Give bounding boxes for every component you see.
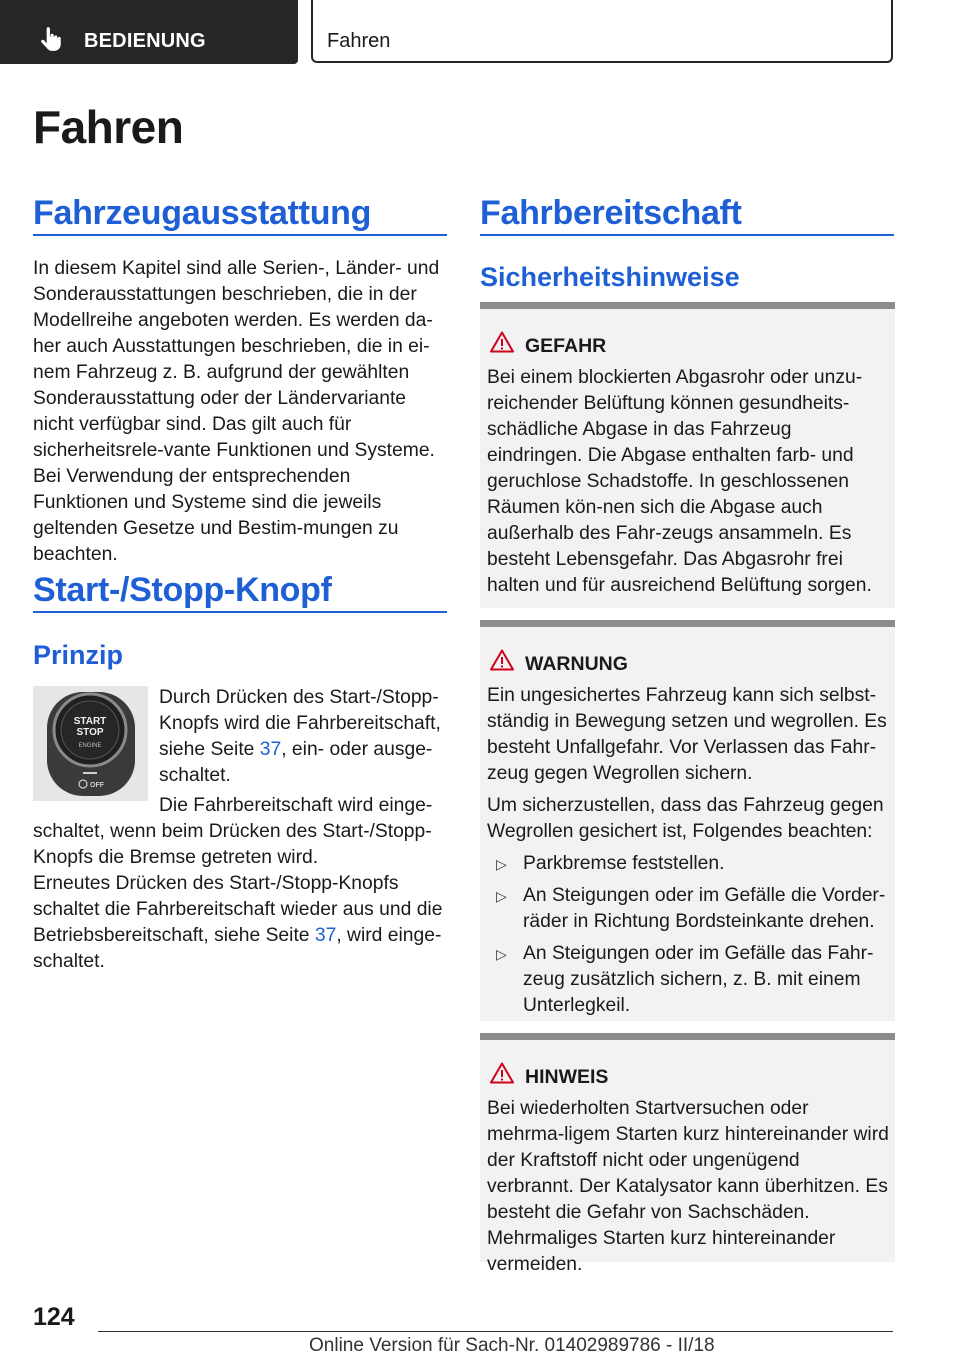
heading-start-stopp-knopf: Start-/Stopp-Knopf xyxy=(33,571,332,609)
heading-fahrbereitschaft: Fahrbereitschaft xyxy=(480,194,742,232)
section-label: BEDIENUNG xyxy=(84,30,206,52)
triangle-bullet-icon: ▷ xyxy=(496,946,507,962)
button-start-text: START xyxy=(73,716,107,727)
button-stop-text: STOP xyxy=(76,727,104,738)
online-version-text: Online Version für Sach-Nr. 01402989786 - II/18 xyxy=(309,1335,715,1356)
warning-triangle-icon xyxy=(490,331,514,353)
prinzip-paragraph-2: Die Fahrbereitschaft wird einge-schaltet, wenn beim Drücken des Start-/Stopp-Knopfs die Bremse getreten wird. xyxy=(33,795,433,868)
page-link[interactable]: 37 xyxy=(314,925,337,946)
chapter-label: Fahren xyxy=(327,30,391,52)
warning-notice xyxy=(480,620,895,1021)
list-item: ▷ Parkbremse feststellen. xyxy=(487,851,891,877)
notice-box xyxy=(480,1033,895,1275)
start-stop-button-image xyxy=(33,686,148,801)
warning-triangle-icon xyxy=(490,649,514,671)
danger-body xyxy=(487,365,891,605)
start-stop-button-illustration xyxy=(33,686,148,801)
warning-text-2: Um sicherzustellen, dass das Fahrzeug gegen Wegrollen gesichert ist, Folgendes beachten: xyxy=(487,795,884,842)
button-engine-text: ENGINE xyxy=(78,743,102,749)
prinzip-text-top xyxy=(159,685,449,795)
triangle-bullet-icon: ▷ xyxy=(496,888,507,904)
warning-text-1: Ein ungesichertes Fahrzeug kann sich selbst-ständig in Bewegung setzen und wegrollen. Es besteht Unfallgefahr. Vor Verlassen das Fahr-zeug gegen Wegrollen sichern. xyxy=(487,685,887,784)
danger-text: Bei einem blockierten Abgasrohr oder unzu-reichender Belüftung können gesundheits-schädliche Abgase in das Fahrzeug eindringen. Die Abgase enthalten farb- und geruchlose Schadstoffe. In geschlossenen Räumen kön-nen sich die Abgase auch außerhalb des Fahr-zeugs ansammeln. Es besteht Lebensgefahr. Das Abgasrohr frei halten und für ausreichend Belüftung sorgen. xyxy=(487,367,872,596)
button-off-text: OFF xyxy=(90,782,104,789)
warning-triangle-icon xyxy=(490,1062,514,1084)
heading-sicherheitshinweise: Sicherheitshinweise xyxy=(480,262,740,292)
danger-notice xyxy=(480,302,895,608)
prinzip-paragraph-3: Erneutes Drücken des Start-/Stopp-Knopfs schaltet die Fahrbereitschaft wieder aus und die Betriebsbereitschaft, siehe Seite 37, wird einge-schaltet. xyxy=(33,873,443,972)
chapter-tab xyxy=(311,0,893,63)
footer-rule xyxy=(98,1331,893,1332)
notice-title: HINWEIS xyxy=(525,1066,609,1088)
page-title: Fahren xyxy=(33,101,184,153)
paragraph: In diesem Kapitel sind alle Serien-, Länder- und Sonderausstattungen beschrieben, die in der Modellreihe angeboten werden. Es werden da-her auch Ausstattungen beschrieben, die in ei-nem Fahrzeug z. B. aufgrund der gewählten Sonderausstattung oder der Ländervariante nicht verfügbar sind. Das gilt auch für sicherheitsrele-vante Funktionen und Systeme. Bei Verwendung der entsprechenden Funktionen und Systeme sind die jeweils geltenden Gesetze und Bestim-mungen zu beachten. xyxy=(33,258,440,565)
warning-list xyxy=(487,851,891,1019)
heading-rule xyxy=(33,234,447,236)
notice-body xyxy=(487,1096,891,1284)
heading-rule xyxy=(480,234,894,236)
page-number: 124 xyxy=(33,1303,75,1331)
danger-title: GEFAHR xyxy=(525,335,607,357)
triangle-bullet-icon: ▷ xyxy=(496,856,507,872)
warning-title: WARNUNG xyxy=(525,653,628,675)
prinzip-paragraph-1: Durch Drücken des Start-/Stopp-Knopfs wird die Fahrbereitschaft, siehe Seite 37, ein- oder ausge-schaltet. xyxy=(159,687,441,786)
list-item: ▷ An Steigungen oder im Gefälle die Vorder-räder in Richtung Bordsteinkante drehen. xyxy=(496,885,886,932)
section-tab xyxy=(0,0,298,64)
hand-pointer-icon xyxy=(38,26,64,52)
fahrzeugausstattung-text xyxy=(33,256,449,574)
list-item: ▷ An Steigungen oder im Gefälle das Fahr-zeug zusätzlich sichern, z. B. mit einem Unterlegkeil. xyxy=(496,943,874,1016)
heading-rule xyxy=(33,611,447,613)
prinzip-text-p3 xyxy=(33,871,449,981)
heading-prinzip: Prinzip xyxy=(33,640,124,670)
notice-text: Bei wiederholten Startversuchen oder mehrma-ligem Starten kurz hintereinander wird der Kraftstoff nicht oder ungenügend verbrannt. Der Katalysator kann überhitzen. Es besteht die Gefahr von Sachschäden. Mehrmaliges Starten kurz hintereinander vermeiden. xyxy=(487,1098,889,1275)
heading-fahrzeugausstattung: Fahrzeugausstattung xyxy=(33,194,372,232)
page-link[interactable]: 37 xyxy=(259,739,282,760)
warning-body xyxy=(487,683,891,1025)
prinzip-text-p2 xyxy=(33,793,449,877)
